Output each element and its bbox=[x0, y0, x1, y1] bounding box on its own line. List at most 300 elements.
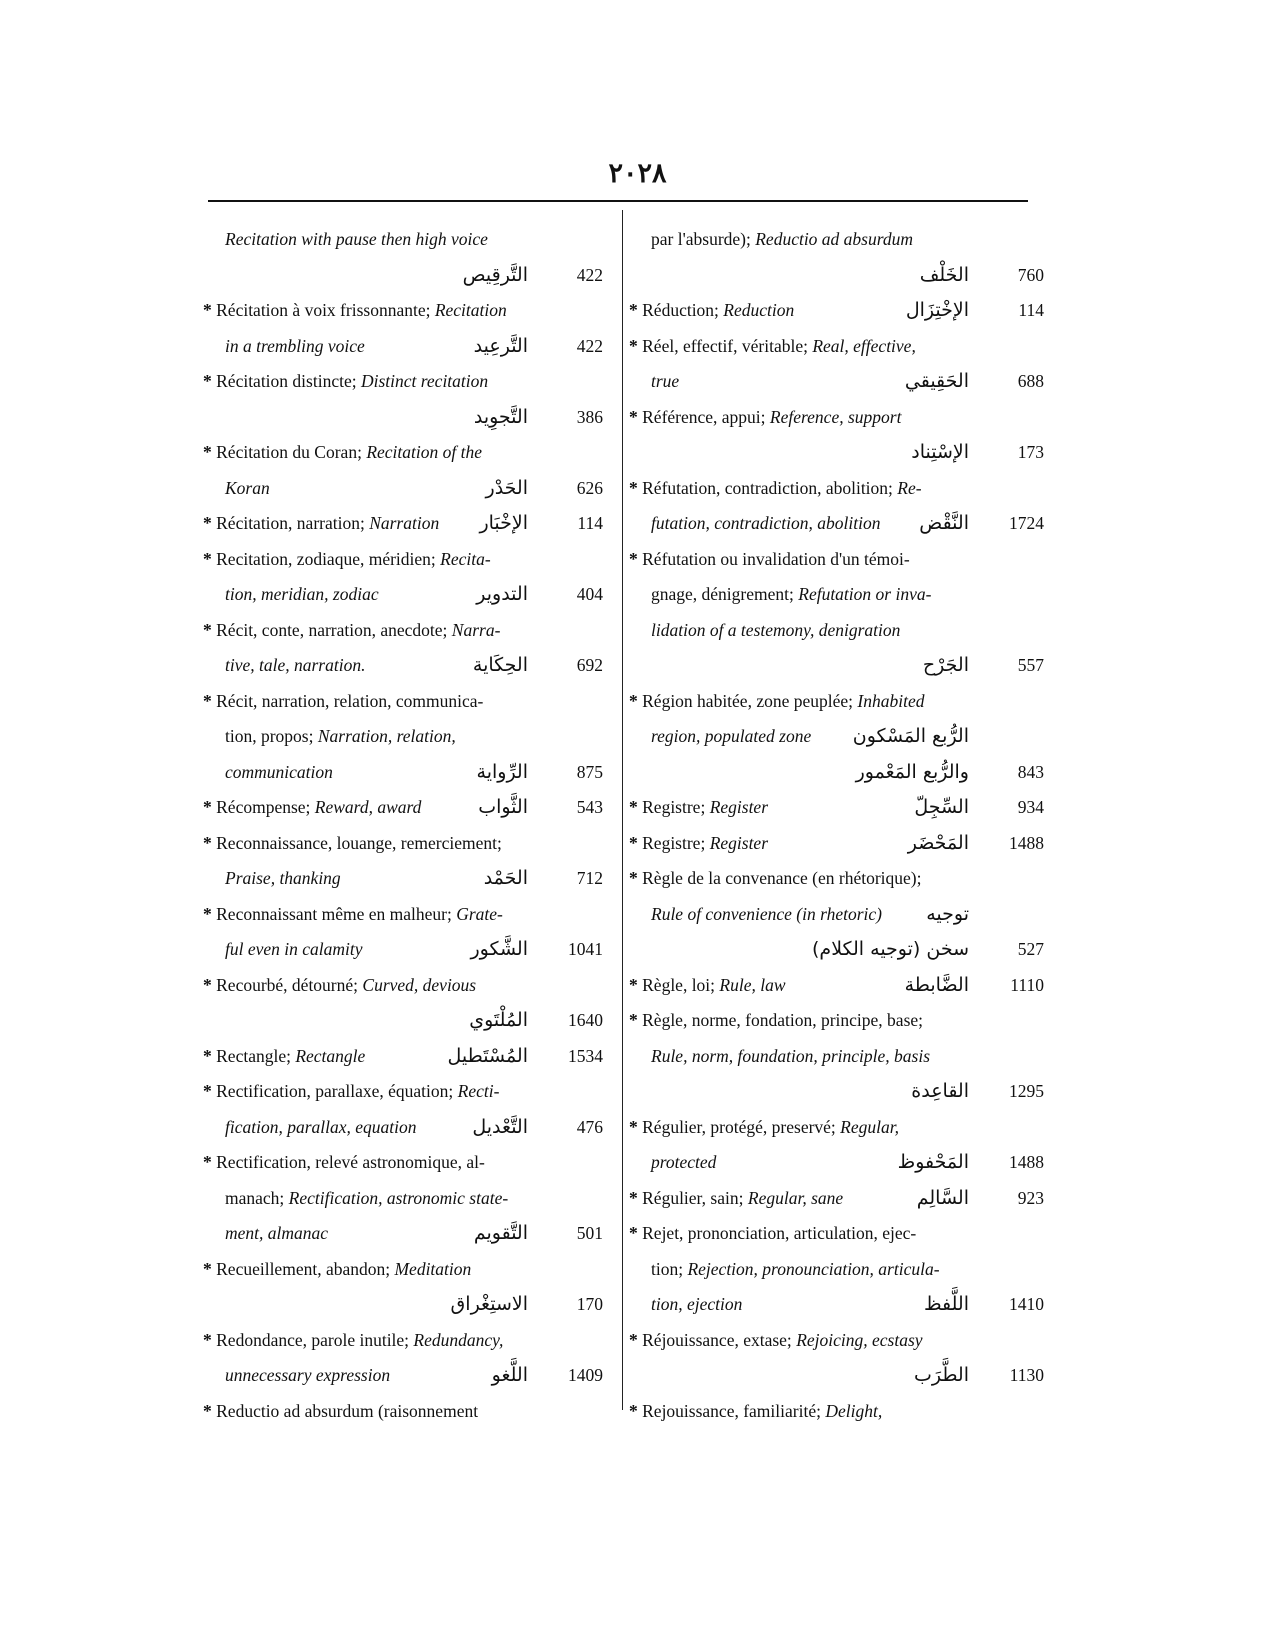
entry-bullet: * bbox=[203, 1329, 217, 1350]
english-gloss: Refutation or inva- bbox=[798, 584, 932, 604]
entry-text bbox=[629, 1216, 916, 1252]
entry-text bbox=[651, 897, 882, 933]
entry-line bbox=[203, 861, 603, 897]
entry-line bbox=[629, 1216, 1044, 1252]
entry-text bbox=[203, 613, 500, 649]
page-reference: 626 bbox=[576, 477, 603, 498]
entry-text bbox=[225, 1358, 390, 1394]
french-term: Reconnaissant même en malheur; bbox=[216, 903, 457, 924]
entry-text bbox=[629, 861, 922, 897]
english-gloss: Meditation bbox=[394, 1258, 472, 1279]
arabic-term: الإخْتِزَال bbox=[905, 299, 969, 321]
entry-line bbox=[203, 1323, 603, 1359]
entry-bullet: * bbox=[203, 903, 217, 924]
entry-line bbox=[629, 648, 1044, 684]
entry-text bbox=[651, 577, 931, 613]
arabic-term: التَّقويم bbox=[473, 1222, 528, 1244]
entry-line bbox=[203, 506, 603, 542]
entry-line bbox=[629, 932, 1044, 968]
english-gloss: fication, parallax, equation bbox=[225, 1116, 417, 1137]
page-reference: 543 bbox=[576, 797, 603, 817]
entry-text bbox=[651, 222, 913, 258]
english-gloss: Recti- bbox=[457, 1081, 500, 1101]
page-reference: 875 bbox=[576, 761, 603, 782]
entry-bullet: * bbox=[629, 1187, 643, 1208]
entry-line bbox=[203, 471, 603, 507]
french-term: Réjouissance, extase; bbox=[642, 1329, 797, 1350]
french-term: Rejouissance, familiarité; bbox=[642, 1400, 826, 1421]
entry-line bbox=[203, 1145, 603, 1181]
french-term: Réfutation ou invalidation d'un témoi- bbox=[642, 548, 910, 569]
english-gloss: Distinct recitation bbox=[360, 371, 489, 391]
entry-text bbox=[629, 684, 924, 720]
entry-line bbox=[203, 897, 603, 933]
entry-line bbox=[629, 1252, 1044, 1288]
entry-bullet: * bbox=[629, 477, 643, 498]
arabic-term: اللَّغو bbox=[491, 1364, 528, 1386]
entry-line bbox=[203, 932, 603, 968]
page-reference: 114 bbox=[577, 513, 603, 533]
entry-text bbox=[651, 719, 811, 755]
entry-bullet: * bbox=[203, 832, 217, 853]
entry-text bbox=[629, 293, 794, 329]
english-gloss: Real, effective, bbox=[812, 335, 916, 356]
entry-line bbox=[203, 613, 603, 649]
entry-line bbox=[629, 506, 1044, 542]
entry-text bbox=[225, 1216, 328, 1252]
entry-line bbox=[203, 1003, 603, 1039]
english-gloss: Praise, thanking bbox=[225, 868, 341, 888]
arabic-term: التَّجوِيد bbox=[473, 405, 528, 428]
english-gloss: tion, meridian, zodiac bbox=[225, 584, 379, 604]
entry-line bbox=[203, 826, 603, 862]
english-gloss: Rectangle bbox=[295, 1045, 366, 1066]
english-gloss: true bbox=[651, 371, 680, 391]
entry-text bbox=[225, 755, 333, 791]
entry-line bbox=[203, 1216, 603, 1252]
english-gloss: Rejoicing, ecstasy bbox=[796, 1329, 923, 1350]
french-term: par l'absurde); bbox=[651, 229, 756, 249]
entry-line bbox=[629, 1358, 1044, 1394]
page-reference: 1488 bbox=[1009, 1152, 1044, 1172]
page-reference: 173 bbox=[1017, 442, 1044, 462]
left-column bbox=[203, 222, 603, 1429]
entry-line bbox=[203, 1181, 603, 1217]
french-term: Récitation du Coran; bbox=[216, 442, 367, 462]
entry-bullet: * bbox=[203, 513, 217, 533]
english-gloss: futation, contradiction, abolition bbox=[651, 513, 881, 533]
entry-line bbox=[203, 1074, 603, 1110]
english-gloss: Reductio ad absurdum bbox=[755, 229, 914, 249]
entry-line bbox=[203, 1110, 603, 1146]
entry-text bbox=[225, 222, 488, 258]
entry-text bbox=[629, 968, 786, 1004]
arabic-term: السِّجِلّ bbox=[914, 796, 969, 818]
entry-bullet: * bbox=[203, 300, 217, 320]
page-reference: 422 bbox=[576, 335, 603, 356]
entry-line bbox=[629, 719, 1044, 755]
entry-text bbox=[225, 1181, 508, 1217]
entry-line bbox=[203, 329, 603, 365]
entry-line bbox=[203, 1252, 603, 1288]
entry-text bbox=[203, 506, 439, 542]
entry-line bbox=[629, 471, 1044, 507]
arabic-term: الثَّواب bbox=[478, 796, 528, 818]
english-gloss: Narration bbox=[369, 513, 440, 533]
entry-text bbox=[225, 471, 270, 507]
entry-text bbox=[629, 542, 910, 578]
arabic-term: الطَّرَب bbox=[913, 1364, 969, 1386]
english-gloss: communication bbox=[225, 761, 333, 782]
entry-line bbox=[629, 1287, 1044, 1323]
entry-text bbox=[203, 1074, 499, 1110]
entry-text bbox=[651, 506, 880, 542]
english-gloss: Koran bbox=[225, 477, 270, 498]
entry-line bbox=[203, 293, 603, 329]
french-term: Reductio ad absurdum (raisonnement bbox=[216, 1400, 479, 1421]
arabic-term: المَحْضَر bbox=[907, 831, 969, 854]
entry-text bbox=[629, 1003, 923, 1039]
french-term: Registre; bbox=[642, 797, 710, 817]
entry-text bbox=[203, 968, 476, 1004]
french-term: Registre; bbox=[642, 832, 710, 853]
entry-bullet: * bbox=[203, 1081, 217, 1101]
page-reference: 557 bbox=[1017, 655, 1044, 675]
arabic-term: الحَقِيقي bbox=[904, 370, 969, 392]
entry-text bbox=[629, 1110, 899, 1146]
arabic-term: المُلْتَوي bbox=[469, 1009, 528, 1031]
entry-line bbox=[629, 1394, 1044, 1430]
arabic-term: الرِّواية bbox=[476, 760, 528, 783]
entry-bullet: * bbox=[629, 1010, 643, 1030]
english-gloss: Reduction bbox=[723, 300, 795, 320]
page-reference: 422 bbox=[576, 264, 603, 285]
entry-text bbox=[225, 329, 365, 365]
english-gloss: in a trembling voice bbox=[225, 335, 365, 356]
entry-bullet: * bbox=[203, 690, 217, 711]
entry-text bbox=[203, 1394, 478, 1430]
entry-bullet: * bbox=[203, 548, 217, 569]
entry-text bbox=[629, 471, 922, 507]
english-gloss: unnecessary expression bbox=[225, 1365, 391, 1385]
entry-bullet: * bbox=[203, 442, 217, 462]
french-term: tion; bbox=[651, 1258, 688, 1279]
french-term: Récit, conte, narration, anecdote; bbox=[216, 619, 452, 640]
page-reference: 404 bbox=[576, 584, 603, 604]
entry-text bbox=[225, 861, 341, 897]
french-term: Réduction; bbox=[642, 300, 724, 320]
page-reference: 1640 bbox=[568, 1010, 603, 1030]
entry-line bbox=[629, 790, 1044, 826]
entry-line bbox=[203, 1287, 603, 1323]
page-reference: 843 bbox=[1017, 761, 1044, 782]
entry-text bbox=[225, 932, 363, 968]
column-divider bbox=[622, 210, 623, 1410]
entry-bullet: * bbox=[203, 1152, 217, 1172]
english-gloss: Inhabited bbox=[857, 690, 925, 711]
entry-text bbox=[203, 826, 502, 862]
entry-line bbox=[629, 968, 1044, 1004]
entry-text bbox=[651, 1145, 716, 1181]
entry-text bbox=[203, 542, 491, 578]
page-reference: 1534 bbox=[568, 1045, 603, 1066]
entry-bullet: * bbox=[629, 974, 643, 995]
french-term: Réel, effectif, véritable; bbox=[642, 335, 813, 356]
english-gloss: ment, almanac bbox=[225, 1223, 329, 1243]
entry-line bbox=[203, 648, 603, 684]
entry-text bbox=[203, 435, 482, 471]
entry-line bbox=[629, 1003, 1044, 1039]
english-gloss: Regular, bbox=[840, 1116, 899, 1137]
page-reference: 688 bbox=[1017, 371, 1044, 391]
entry-bullet: * bbox=[629, 1329, 643, 1350]
english-gloss: Narration, relation, bbox=[317, 726, 456, 746]
page-reference: 712 bbox=[576, 868, 603, 888]
entry-line bbox=[203, 755, 603, 791]
entry-bullet: * bbox=[629, 1116, 643, 1137]
entry-text bbox=[203, 293, 507, 329]
french-term: Région habitée, zone peuplée; bbox=[642, 690, 858, 711]
entry-bullet: * bbox=[629, 335, 643, 356]
french-term: Redondance, parole inutile; bbox=[216, 1329, 414, 1350]
entry-line bbox=[629, 684, 1044, 720]
english-gloss: Reward, award bbox=[314, 797, 422, 817]
french-term: Rectification, relevé astronomique, al- bbox=[216, 1152, 485, 1172]
french-term: tion, propos; bbox=[225, 726, 318, 746]
arabic-term: الإخْبَار bbox=[479, 512, 528, 534]
entry-line bbox=[629, 364, 1044, 400]
english-gloss: Rectification, astronomic state- bbox=[288, 1187, 509, 1208]
arabic-term: السَّالِم bbox=[916, 1186, 969, 1209]
entry-line bbox=[629, 222, 1044, 258]
arabic-term: الشَّكور bbox=[470, 938, 528, 960]
english-gloss: Recitation of the bbox=[366, 442, 482, 462]
page-reference: 1410 bbox=[1009, 1294, 1044, 1314]
french-term: Règle, loi; bbox=[642, 974, 720, 995]
arabic-term: المُسْتَطيل bbox=[447, 1044, 528, 1067]
entry-bullet: * bbox=[629, 548, 643, 569]
page-reference: 760 bbox=[1017, 264, 1044, 285]
french-term: Réfutation, contradiction, abolition; bbox=[642, 477, 898, 498]
arabic-term: القاعِدة bbox=[911, 1080, 969, 1102]
entry-text bbox=[203, 684, 483, 720]
page-reference: 692 bbox=[576, 655, 603, 675]
entry-bullet: * bbox=[203, 1258, 217, 1279]
entry-text bbox=[203, 790, 421, 826]
english-gloss: Register bbox=[709, 797, 769, 817]
arabic-term: الاستِغْراق bbox=[450, 1293, 528, 1315]
english-gloss: Redundancy, bbox=[413, 1329, 504, 1350]
entry-line bbox=[203, 400, 603, 436]
arabic-term: الحَمْد bbox=[483, 867, 528, 889]
entry-line bbox=[203, 435, 603, 471]
page-reference: 170 bbox=[576, 1294, 603, 1314]
entry-line bbox=[629, 897, 1044, 933]
entry-line bbox=[203, 719, 603, 755]
entry-line bbox=[629, 1145, 1044, 1181]
arabic-term: اللَّفظ bbox=[923, 1293, 969, 1315]
arabic-term: توجيه bbox=[926, 902, 969, 925]
french-term: Rejet, prononciation, articulation, ejec- bbox=[642, 1223, 917, 1243]
english-gloss: lidation of a testemony, denigration bbox=[651, 619, 901, 640]
french-term: Récitation à voix frissonnante; bbox=[216, 300, 435, 320]
entry-text bbox=[203, 364, 488, 400]
french-term: Référence, appui; bbox=[642, 406, 770, 427]
entry-text bbox=[203, 1252, 471, 1288]
entry-bullet: * bbox=[203, 371, 217, 391]
english-gloss: tive, tale, narration. bbox=[225, 655, 366, 675]
entry-line bbox=[629, 400, 1044, 436]
page-reference: 1130 bbox=[1009, 1365, 1044, 1385]
entry-bullet: * bbox=[629, 832, 643, 853]
entry-line bbox=[629, 329, 1044, 365]
entry-line bbox=[203, 1039, 603, 1075]
entry-line bbox=[629, 861, 1044, 897]
page-number: ٢٠٢٨ bbox=[608, 158, 667, 188]
entry-line bbox=[629, 577, 1044, 613]
english-gloss: Curved, devious bbox=[362, 974, 477, 995]
english-gloss: ful even in calamity bbox=[225, 939, 363, 959]
french-term: Récitation, narration; bbox=[216, 513, 370, 533]
page-reference: 527 bbox=[1017, 939, 1044, 959]
english-gloss: Rule of convenience (in rhetoric) bbox=[651, 903, 882, 924]
arabic-term: الحَدْر bbox=[485, 476, 528, 499]
arabic-term: الحِكَاية bbox=[472, 654, 528, 676]
entry-text bbox=[225, 648, 365, 684]
entry-bullet: * bbox=[629, 797, 643, 817]
french-term: Règle, norme, fondation, principe, base; bbox=[642, 1010, 924, 1030]
arabic-term: الرُّبع المَسْكون bbox=[852, 725, 969, 747]
entry-line bbox=[629, 755, 1044, 791]
entry-line bbox=[203, 542, 603, 578]
entry-text bbox=[629, 329, 916, 365]
english-gloss: Grate- bbox=[456, 903, 503, 924]
entry-text bbox=[651, 364, 679, 400]
entry-bullet: * bbox=[629, 1400, 643, 1421]
entry-text bbox=[225, 719, 456, 755]
french-term: Récitation distincte; bbox=[216, 371, 361, 391]
entry-text bbox=[629, 1181, 843, 1217]
french-term: manach; bbox=[225, 1187, 289, 1208]
page-reference: 934 bbox=[1017, 797, 1044, 817]
english-gloss: Rule, norm, foundation, principle, basis bbox=[651, 1045, 931, 1066]
arabic-term: الضَّابطة bbox=[904, 973, 969, 996]
entry-line bbox=[203, 1394, 603, 1430]
english-gloss: Rejection, pronounciation, articula- bbox=[687, 1258, 940, 1279]
english-gloss: tion, ejection bbox=[651, 1294, 743, 1314]
arabic-term: الإسْتِناد bbox=[911, 441, 969, 463]
page-reference: 923 bbox=[1017, 1187, 1044, 1208]
french-term: Récompense; bbox=[216, 797, 315, 817]
french-term: Recourbé, détourné; bbox=[216, 974, 363, 995]
entry-text bbox=[225, 577, 379, 613]
page-reference: 1041 bbox=[568, 939, 603, 959]
french-term: Recitation, zodiaque, méridien; bbox=[216, 548, 441, 569]
entry-line bbox=[203, 684, 603, 720]
entry-line bbox=[203, 222, 603, 258]
entry-line bbox=[629, 293, 1044, 329]
entry-text bbox=[203, 1323, 503, 1359]
page-reference: 1488 bbox=[1009, 832, 1044, 853]
page-reference: 1409 bbox=[568, 1365, 603, 1385]
entry-text bbox=[629, 1323, 923, 1359]
page-reference: 114 bbox=[1018, 300, 1044, 320]
page-reference: 476 bbox=[576, 1116, 603, 1137]
entry-line bbox=[629, 1323, 1044, 1359]
entry-line bbox=[629, 258, 1044, 294]
french-term: Rectangle; bbox=[216, 1045, 296, 1066]
entry-text bbox=[629, 400, 901, 436]
entry-text bbox=[651, 1287, 742, 1323]
entry-line bbox=[629, 1074, 1044, 1110]
english-gloss: Re- bbox=[897, 477, 922, 498]
english-gloss: Narra- bbox=[451, 619, 501, 640]
entry-bullet: * bbox=[629, 300, 643, 320]
entry-line bbox=[203, 258, 603, 294]
english-gloss: Rule, law bbox=[719, 974, 786, 995]
french-term: gnage, dénigrement; bbox=[651, 584, 799, 604]
entry-bullet: * bbox=[203, 1045, 217, 1066]
english-gloss: Recitation with pause then high voice bbox=[225, 229, 488, 249]
entry-text bbox=[651, 1252, 940, 1288]
arabic-term: التَّرعِيد bbox=[473, 334, 528, 357]
arabic-term: سخن (توجيه الكلام) bbox=[812, 938, 969, 960]
entry-text bbox=[225, 1110, 417, 1146]
entry-line bbox=[629, 435, 1044, 471]
entry-bullet: * bbox=[629, 868, 643, 888]
english-gloss: region, populated zone bbox=[651, 726, 812, 746]
entry-bullet: * bbox=[203, 1400, 217, 1421]
arabic-term: التَّعْديل bbox=[472, 1115, 528, 1138]
entry-line bbox=[203, 1358, 603, 1394]
arabic-term: التَّرقِيص bbox=[462, 263, 528, 286]
entry-bullet: * bbox=[203, 797, 217, 817]
arabic-term: التدوير bbox=[476, 583, 528, 605]
french-term: Régulier, sain; bbox=[642, 1187, 748, 1208]
entry-text bbox=[203, 1039, 365, 1075]
english-gloss: Delight, bbox=[825, 1400, 883, 1421]
english-gloss: protected bbox=[651, 1152, 717, 1172]
entry-line bbox=[629, 613, 1044, 649]
page-reference: 386 bbox=[576, 406, 603, 427]
entry-text bbox=[651, 613, 900, 649]
english-gloss: Recita- bbox=[440, 548, 491, 569]
page-reference: 1110 bbox=[1010, 974, 1044, 995]
entry-line bbox=[203, 577, 603, 613]
entry-line bbox=[203, 790, 603, 826]
page-reference: 501 bbox=[576, 1223, 603, 1243]
entry-bullet: * bbox=[203, 619, 217, 640]
entry-text bbox=[629, 790, 768, 826]
french-term: Récit, narration, relation, communica- bbox=[216, 690, 484, 711]
header-rule bbox=[208, 200, 1028, 202]
arabic-term: الجَرْح bbox=[922, 654, 969, 676]
french-term: Rectification, parallaxe, équation; bbox=[216, 1081, 458, 1101]
french-term: Recueillement, abandon; bbox=[216, 1258, 395, 1279]
entry-text bbox=[203, 897, 503, 933]
french-term: Régulier, protégé, preservé; bbox=[642, 1116, 841, 1137]
entry-line bbox=[203, 364, 603, 400]
english-gloss: Register bbox=[709, 832, 769, 853]
entry-line bbox=[629, 1039, 1044, 1075]
arabic-term: النَّقْض bbox=[919, 512, 969, 534]
entry-line bbox=[629, 1110, 1044, 1146]
entry-line bbox=[629, 1181, 1044, 1217]
english-gloss: Recitation bbox=[434, 300, 507, 320]
entry-text bbox=[203, 1145, 485, 1181]
entry-text bbox=[629, 1394, 882, 1430]
arabic-term: المَحْفوظ bbox=[897, 1151, 969, 1173]
